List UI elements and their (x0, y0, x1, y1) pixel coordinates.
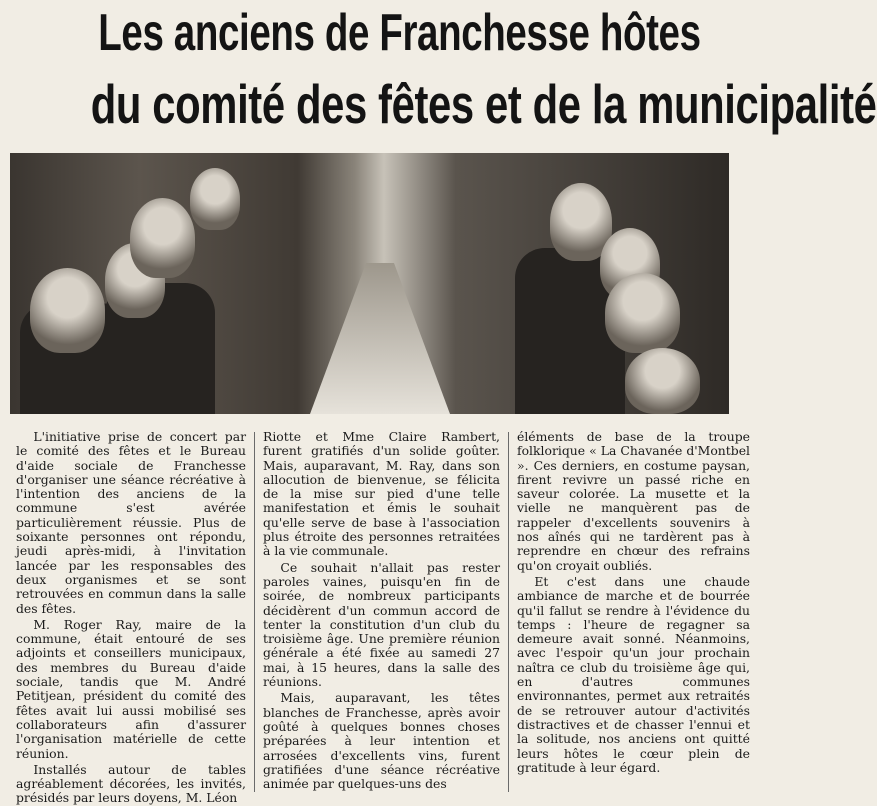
article-column-3 (517, 430, 750, 775)
paragraph: L'initiative prise de concert par le comité des fêtes et le Bureau d'aide sociale de Franchesse d'organiser une séance récréative à l'intention des anciens de la commune s'est avérée particulièrement réussie. Plus de soixante personnes ont répondu, jeudi après-midi, à l'invitation lancée par les responsables des deux organismes et se sont retrouvées en commun dans la salle des fêtes. (16, 429, 246, 616)
paragraph: Ce souhait n'allait pas rester paroles vaines, puisqu'en fin de soirée, de nombreux participants décidèrent d'un commun accord de tenter la constitution d'un club du troisième âge. Une première réunion générale a été fixée au samedi 27 mai, à 15 heures, dans la salle des réunions. (263, 559, 500, 690)
column-divider (254, 432, 255, 792)
guest-figure (30, 268, 105, 353)
guest-figure (625, 348, 700, 414)
paragraph: Riotte et Mme Claire Rambert, furent gratifiés d'un solide goûter. Mais, auparavant, M. Ray, dans son allocution de bienvenue, se félicita de la mise sur pied d'une telle manifestation et émis le souhait qu'elle serve de base à l'association plus étroite des personnes retraitées à la vie communale. (263, 429, 500, 559)
paragraph: Et c'est dans une chaude ambiance de marche et de bourrée qu'il fallut se rendre à l'évidence du temps : l'heure de regagner sa demeure avait sonné. Néanmoins, avec l'espoir qu'un jour prochain naîtra ce club du troisième âge qui, en d'autres communes environnantes, permet aux retraités de se retrouver autour d'activités distractives et de chasser l'ennui et la solitude, nos anciens ont quitté leurs hôtes le cœur plein de gratitude à leur égard. (517, 573, 750, 775)
paragraph: M. Roger Ray, maire de la commune, était entouré de ses adjoints et conseillers municipaux, des membres du Bureau d'aide sociale, tandis que M. André Petitjean, président du comité des fêtes avait lui aussi mobilisé ses collaborateurs afin d'assurer l'organisation matérielle de cette réunion. (16, 616, 246, 761)
guest-figure (130, 198, 195, 278)
paragraph: Mais, auparavant, les têtes blanches de Franchesse, après avoir goûté à quelques bonnes choses préparées à leur intention et arrosées d'excellents vins, furent gratifiées d'une séance récréative animée par quelques-uns des (263, 690, 500, 792)
guest-figure (605, 273, 680, 353)
column-divider (508, 432, 509, 792)
article-column-2 (263, 430, 500, 791)
headline-line-2: du comité des fêtes et de la municipalité (90, 73, 877, 135)
banquet-photo (10, 153, 729, 414)
headline-line-1: Les anciens de Franchesse hôtes (98, 4, 701, 62)
article-column-1 (16, 430, 246, 806)
guest-figure (190, 168, 240, 230)
paragraph: Installés autour de tables agréablement décorées, les invités, présidés par leurs doyens, M. Léon (16, 761, 246, 806)
paragraph: éléments de base de la troupe folklorique « La Chavanée d'Montbel ». Ces derniers, en costume paysan, firent revivre un passé riche en saveur colorée. La musette et la vielle ne manquèrent pas de rappeler d'excellents souvenirs à nos aînés qui ne tardèrent pas à reprendre en chœur des refrains qu'on croyait oubliés. (517, 429, 750, 573)
banquet-table (310, 263, 450, 414)
